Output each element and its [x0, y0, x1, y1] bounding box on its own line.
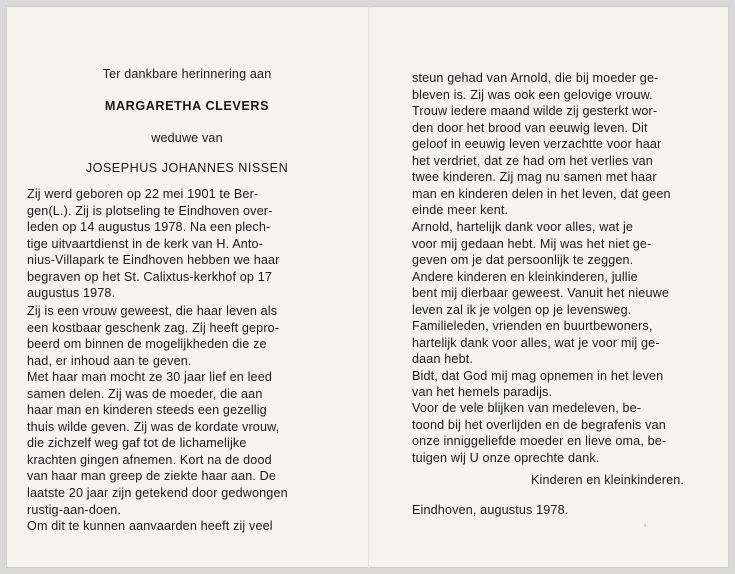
widow-of-label: weduwe van [151, 131, 223, 145]
right-page [368, 6, 729, 568]
text-line: hartelijk dank voor alles, wat je voor mij ge- [412, 335, 660, 350]
text-line: begraven op het St. Calixtus-kerkhof op 17 [27, 269, 273, 284]
text-line: einde meer kent. [412, 203, 509, 218]
text-line: twee kinderen. Zij mag nu samen met haar [412, 170, 657, 185]
text-line: Om dit te kunnen aanvaarden heeft zij veel [27, 519, 273, 534]
ink-speck-icon: ’ [644, 523, 646, 533]
husband-name: JOSEPHUS JOHANNES NISSEN [85, 161, 289, 175]
text-line: thuis wilde geven. Zij was de kordate vrouw, [27, 419, 280, 434]
text-line: steun gehad van Arnold, die bij moeder ge- [412, 71, 659, 85]
text-line: onze inniggeliefde moeder en lieve oma, be- [412, 434, 667, 449]
text-line: nius-Villapark te Eindhoven hebben we haar [27, 253, 280, 268]
text-line: Arnold, hartelijk dank voor alles, wat je [412, 220, 634, 234]
text-line: had, er inhoud aan te geven. [27, 353, 192, 368]
text-line: gen(L.). Zij is plotseling te Eindhoven over- [27, 203, 273, 218]
text-line: Familieleden, vrienden en buurtbewoners, [412, 319, 653, 334]
text-line: tige uitvaartdienst in de kerk van H. Anto- [27, 236, 264, 251]
paragraph-gratitude [412, 400, 666, 466]
text-line: die zichzelf weg gaf tot de lichamelijke [27, 436, 247, 451]
paragraph-faith [412, 70, 671, 219]
text-line: voor mij gedaan hebt. Mij was het niet ge- [412, 236, 652, 251]
text-line: man en kinderen delen in het leven, dat geen [412, 186, 671, 201]
deceased-name: MARGARETHA CLEVERS [104, 99, 270, 113]
text-line: bleven is. Zij was ook een gelovige vrouw. [412, 87, 653, 102]
text-line: den door het brood van eeuwig leven. Dit [412, 120, 648, 135]
text-line: tuigen wij U onze oprechte dank. [412, 450, 600, 465]
text-line: Zij is een vrouw geweest, die haar leven als [27, 304, 278, 318]
memorial-card [6, 6, 729, 568]
text-line: leven zal ik je volgen op je levensweg. [412, 302, 632, 317]
text-line: samen delen. Zij was de moeder, die aan [27, 386, 263, 401]
text-line: een kostbaar geschenk zag. Zij heeft gepro- [27, 320, 280, 335]
text-line: Zij werd geboren op 22 mei 1901 te Ber- [27, 187, 259, 201]
text-line: van haar man greep de ziekte haar aan. De [27, 469, 277, 484]
text-line: geloof in eeuwig leven verzachtte voor haar [412, 137, 662, 152]
text-line: geven om je dat persoonlijk te zeggen. [412, 253, 634, 268]
left-page [6, 6, 368, 568]
text-line: Bidt, dat God mij mag opnemen in het leven [412, 368, 664, 383]
paragraph-thanks [412, 219, 669, 401]
heading: Ter dankbare herinnering aan [102, 67, 272, 81]
text-line: leden op 14 augustus 1978. Na een plech- [27, 220, 271, 235]
text-line: Andere kinderen en kleinkinderen, jullie [412, 269, 638, 284]
text-line: het verdriet, dat ze had om het verlies van [412, 153, 653, 168]
text-line: augustus 1978. [27, 286, 116, 301]
signature: Kinderen en kleinkinderen. [531, 473, 685, 487]
text-line: bent mij dierbaar geweest. Vanuit het nieuwe [412, 286, 669, 301]
text-line: van het hemels paradijs. [412, 385, 553, 400]
paragraph-life [27, 303, 288, 535]
text-line: daan hebt. [412, 352, 474, 367]
text-line: krachten gingen afnemen. Kort na de dood [27, 452, 272, 467]
place-date: Eindhoven, augustus 1978. [412, 503, 569, 517]
text-line: Met haar man mocht ze 30 jaar lief en leed [27, 370, 273, 385]
paragraph-biography [27, 186, 280, 302]
text-line: Voor de vele blijken van medeleven, be- [412, 401, 642, 415]
text-line: rustig-aan-doen. [27, 502, 122, 517]
text-line: beerd om binnen de mogelijkheden die ze [27, 337, 267, 352]
text-line: haar man en kinderen steeds een gezellig [27, 403, 267, 418]
text-line: laatste 20 jaar zijn getekend door gedwongen [27, 486, 288, 501]
text-line: Trouw iedere maand wilde zij gesterkt wor- [412, 104, 658, 119]
text-line: toond bij het overlijden en de begrafenis van [412, 417, 666, 432]
